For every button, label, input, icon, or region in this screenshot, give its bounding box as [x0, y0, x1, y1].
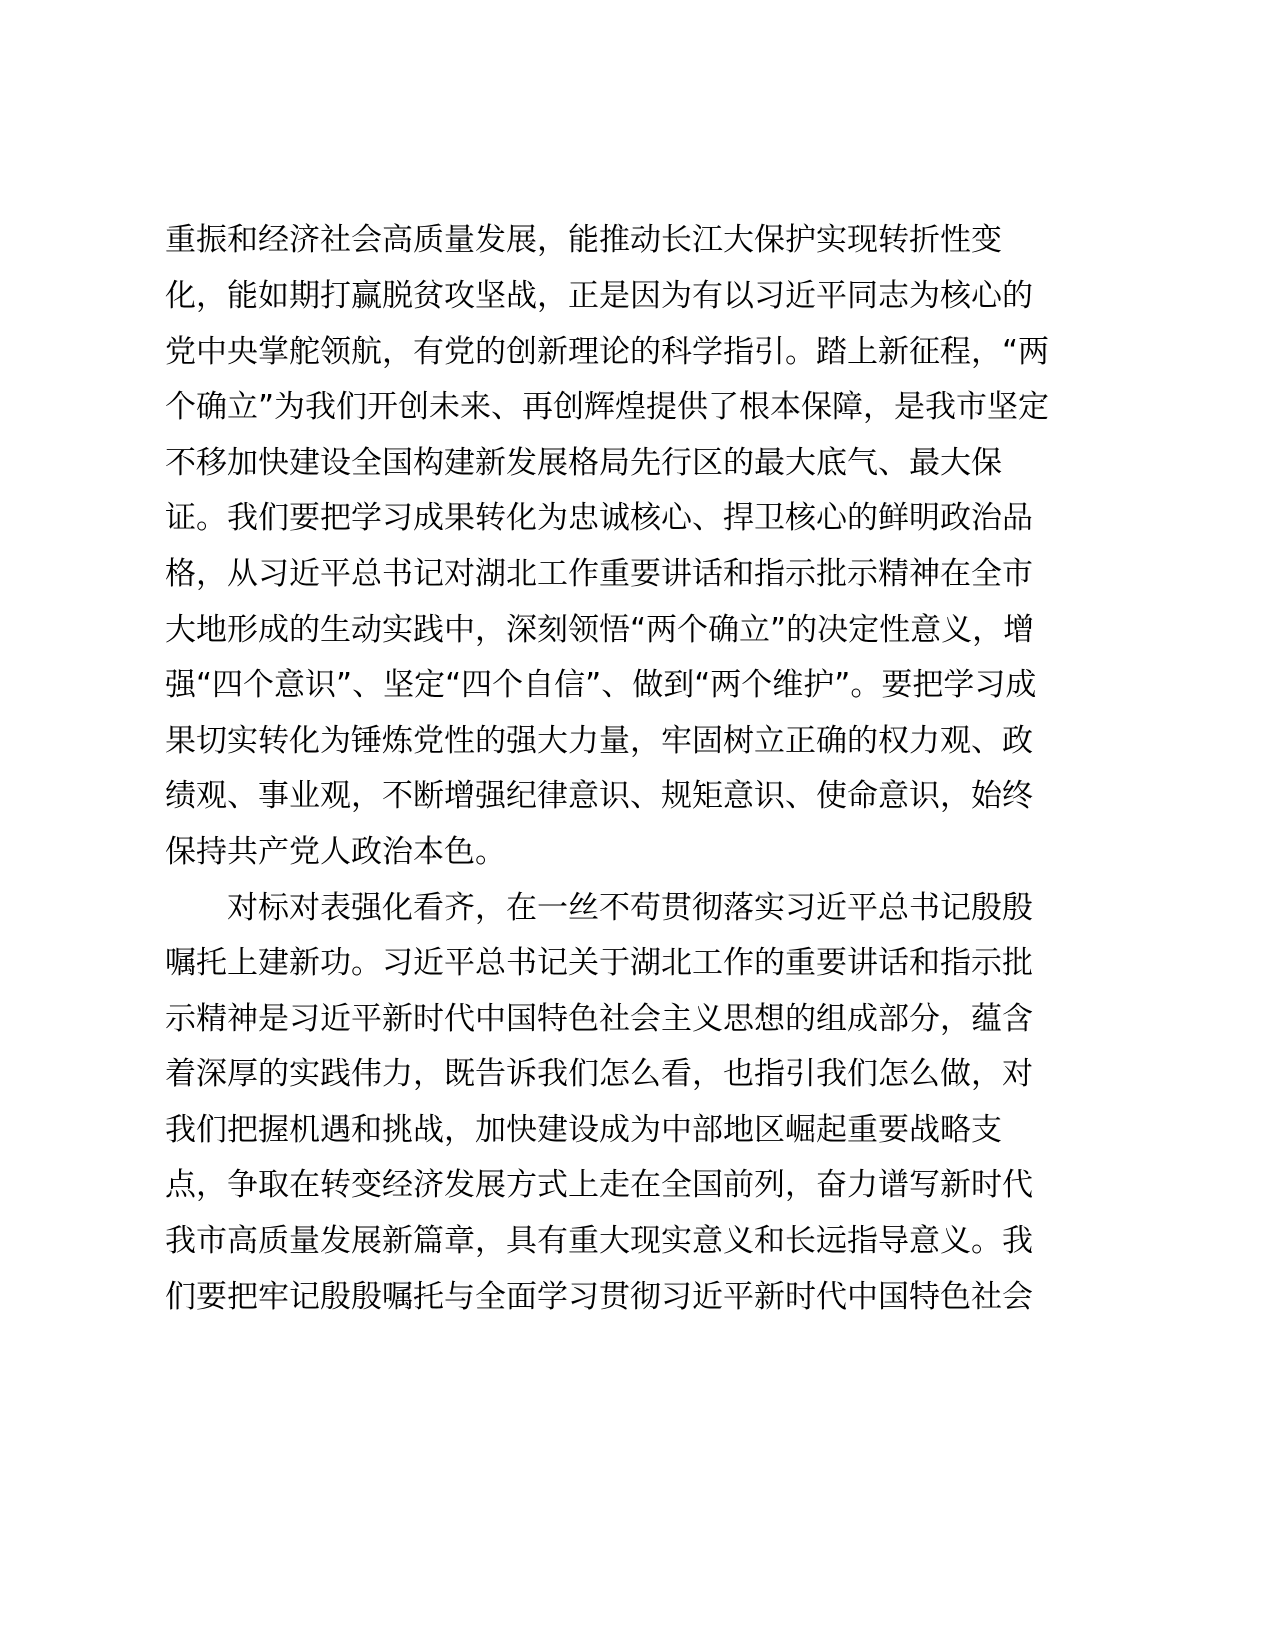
- text-line: 格，从习近平总书记对湖北工作重要讲话和指示批示精神在全市: [165, 556, 1033, 592]
- text-line: 绩观、事业观，不断增强纪律意识、规矩意识、使命意识，始终: [165, 778, 1033, 814]
- text-line: 点，争取在转变经济发展方式上走在全国前列，奋力谱写新时代: [165, 1167, 1033, 1203]
- text-line: 嘱托上建新功。习近平总书记关于湖北工作的重要讲话和指示批: [165, 945, 1033, 981]
- text-line: 示精神是习近平新时代中国特色社会主义思想的组成部分，蕴含: [165, 1001, 1033, 1037]
- text-line: 着深厚的实践伟力，既告诉我们怎么看，也指引我们怎么做，对: [165, 1056, 1033, 1092]
- text-line: 我市高质量发展新篇章，具有重大现实意义和长远指导意义。我: [165, 1223, 1033, 1259]
- text-line: 重振和经济社会高质量发展，能推动长江大保护实现转折性变: [165, 222, 1002, 258]
- text-line: 果切实转化为锤炼党性的强大力量，牢固树立正确的权力观、政: [165, 723, 1033, 759]
- text-line: 不移加快建设全国构建新发展格局先行区的最大底气、最大保: [165, 445, 1002, 481]
- text-line: 个确立”为我们开创未来、再创辉煌提供了根本保障，是我市坚定: [165, 389, 1050, 425]
- text-line: 我们把握机遇和挑战，加快建设成为中部地区崛起重要战略支: [165, 1112, 1002, 1148]
- text-line: 党中央掌舵领航，有党的创新理论的科学指引。踏上新征程，“两: [165, 334, 1050, 370]
- text-line: 们要把牢记殷殷嘱托与全面学习贯彻习近平新时代中国特色社会: [165, 1279, 1033, 1315]
- text-line: 化，能如期打赢脱贫攻坚战，正是因为有以习近平同志为核心的: [165, 278, 1033, 314]
- text-line: 大地形成的生动实践中，深刻领悟“两个确立”的决定性意义，增: [165, 612, 1035, 648]
- text-line: 证。我们要把学习成果转化为忠诚核心、捍卫核心的鲜明政治品: [165, 500, 1033, 536]
- text-line: 保持共产党人政治本色。: [165, 834, 506, 870]
- text-line: 强“四个意识”、坚定“四个自信”、做到“两个维护”。要把学习成: [165, 667, 1037, 703]
- paragraph-first-line: 对标对表强化看齐，在一丝不苟贯彻落实习近平总书记殷殷: [227, 890, 1033, 926]
